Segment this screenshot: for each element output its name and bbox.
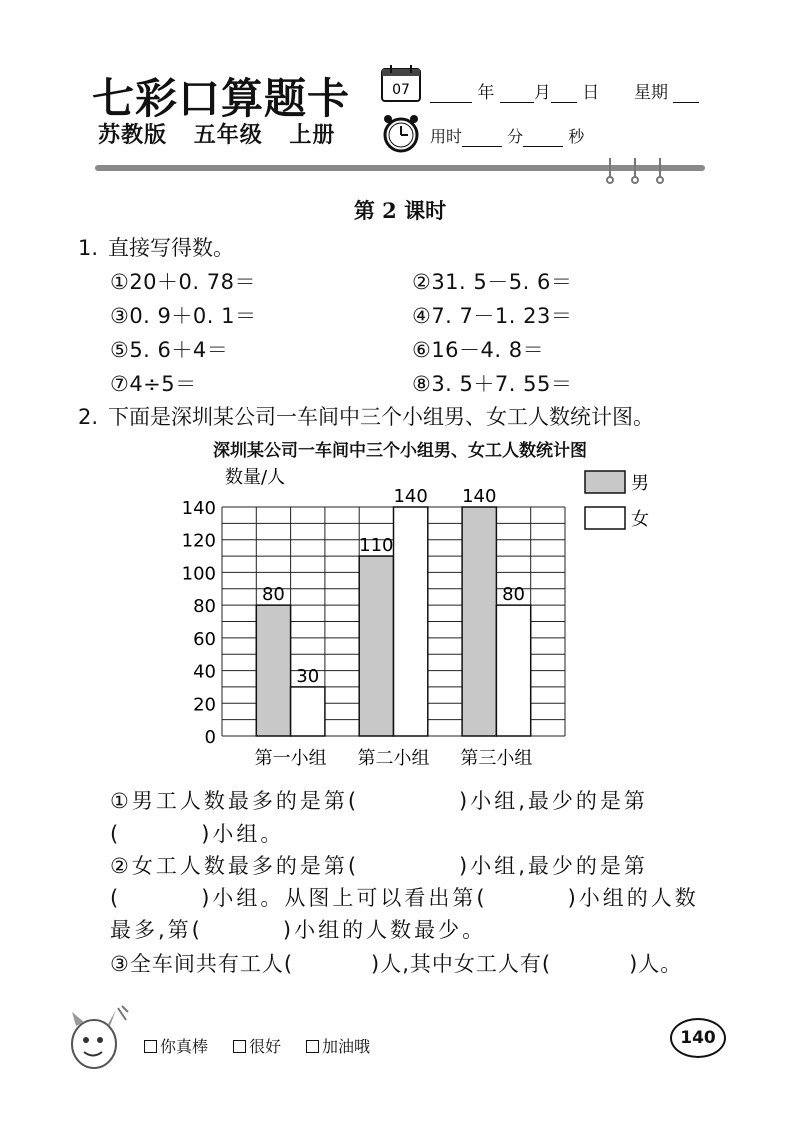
q2-sub2-text-d: )小组。从图上可以看出第(	[201, 886, 488, 910]
q2-sub1-text-d: )小组。	[201, 822, 285, 846]
legend-swatch	[585, 471, 625, 493]
q1-item-5: ⑤5. 6＋4＝	[110, 338, 229, 362]
q2-sub2-text-g: )小组的人数最少。	[282, 918, 487, 942]
q2-sub2-line1	[110, 850, 648, 880]
edition-info	[98, 118, 353, 149]
q2-sub3-text-a: ③全车间共有工人(	[110, 952, 294, 976]
q2-sub2-text-f: 最多,第(	[110, 918, 203, 942]
q1-item-8: ⑧3. 5＋7. 55＝	[412, 372, 573, 396]
q2-sub2-line3	[110, 914, 486, 944]
bar-value-label: 30	[296, 665, 320, 687]
q2-sub3-text-b: )人,其中女工人有(	[371, 952, 552, 976]
y-tick-label: 140	[181, 498, 216, 519]
q1-item-2: ②31. 5－5. 6＝	[412, 270, 573, 294]
chart-title: 深圳某公司一车间中三个小组男、女工人数统计图	[213, 441, 587, 461]
q2-sub2-text-c: (	[110, 886, 122, 910]
edition-publisher: 苏教版	[98, 123, 168, 148]
q2-sub3-line	[110, 948, 682, 978]
q1-number: 1.	[78, 236, 99, 260]
bar-female	[496, 605, 530, 736]
bar-male	[359, 556, 393, 736]
checkbox-icon[interactable]	[306, 1040, 319, 1053]
date-weekday-label: 星期	[634, 83, 669, 103]
time-min-label: 分	[507, 127, 524, 146]
bar-value-label: 80	[261, 584, 285, 606]
q1-item-3: ③0. 9＋0. 1＝	[110, 304, 257, 328]
rating-keep-trying[interactable]	[306, 1034, 370, 1057]
legend-swatch	[585, 507, 625, 529]
divider-pins	[600, 156, 670, 186]
q2-sub2-text-b: )小组,最少的是第	[459, 854, 648, 878]
x-category-label: 第二小组	[357, 748, 430, 769]
q1-heading	[78, 232, 234, 262]
y-tick-label: 100	[181, 563, 216, 585]
q2-sub2-line2	[110, 882, 699, 912]
edition-grade: 五年级	[193, 123, 263, 148]
q2-sub3-text-c: )人。	[629, 952, 683, 976]
q2-sub1-text-b: )小组,最少的是第	[459, 789, 648, 813]
y-tick-label: 40	[193, 661, 216, 683]
q2-sub1-text-c: (	[110, 822, 122, 846]
checkbox-icon[interactable]	[233, 1040, 246, 1053]
q2-sub1-line1	[110, 785, 648, 815]
page-number: 140	[670, 1018, 726, 1058]
y-tick-label: 80	[193, 596, 216, 618]
bar-value-label: 110	[359, 535, 394, 557]
time-line	[430, 124, 584, 147]
q1-item-7: ⑦4÷5＝	[110, 372, 197, 396]
q2-sub2-text-a: ②女工人数最多的是第(	[110, 854, 360, 878]
y-axis-label: 数量/人	[225, 467, 286, 488]
time-sec-label: 秒	[568, 127, 585, 146]
time-label: 用时	[430, 127, 463, 146]
calendar-day: 07	[392, 82, 410, 98]
rating-great-label: 你真棒	[160, 1037, 209, 1056]
y-tick-label: 120	[181, 530, 216, 552]
legend-label: 男	[631, 473, 649, 494]
rating-great[interactable]	[144, 1034, 208, 1057]
rating-keep-trying-label: 加油哦	[322, 1037, 371, 1056]
bar-chart	[0, 455, 800, 775]
q2-sub2-text-e: )小组的人数	[567, 886, 699, 910]
brand-title: 七彩口算题卡	[92, 74, 351, 123]
x-category-label: 第三小组	[460, 748, 533, 769]
q2-prompt: 下面是深圳某公司一车间中三个小组男、女工人数统计图。	[108, 405, 654, 429]
calendar-icon	[380, 64, 422, 104]
date-day-label: 日	[582, 83, 600, 103]
q1-prompt: 直接写得数。	[108, 236, 234, 260]
y-tick-label: 20	[193, 694, 216, 716]
rating-good-label: 很好	[249, 1037, 282, 1056]
rating-good[interactable]	[233, 1034, 281, 1057]
checkbox-icon[interactable]	[144, 1040, 157, 1053]
q2-heading	[78, 401, 654, 431]
q2-sub1-line2	[110, 818, 284, 848]
bar-female	[394, 507, 428, 736]
y-tick-label: 60	[193, 628, 216, 650]
edition-volume: 上册	[289, 123, 336, 148]
q1-item-1: ①20＋0. 78＝	[110, 270, 256, 294]
date-month-label: 月	[533, 83, 551, 103]
x-category-label: 第一小组	[254, 748, 327, 769]
y-tick-label: 0	[204, 727, 216, 748]
date-line	[430, 78, 699, 103]
lesson-title: 第 2 课时	[353, 198, 447, 223]
q2-number: 2.	[78, 405, 99, 429]
bar-female	[291, 687, 325, 736]
bar-value-label: 80	[502, 584, 526, 606]
q1-item-6: ⑥16－4. 8＝	[412, 338, 545, 362]
bar-value-label: 140	[393, 486, 428, 507]
alarm-clock-icon	[380, 112, 422, 154]
bar-male	[256, 605, 290, 736]
legend-label: 女	[631, 509, 649, 530]
q2-sub1-text-a: ①男工人数最多的是第(	[110, 789, 360, 813]
q1-item-4: ④7. 7－1. 23＝	[412, 304, 573, 328]
mascot-icon	[64, 1004, 132, 1076]
bar-male	[462, 507, 496, 736]
date-year-label: 年	[477, 83, 495, 103]
bar-value-label: 140	[462, 486, 497, 507]
